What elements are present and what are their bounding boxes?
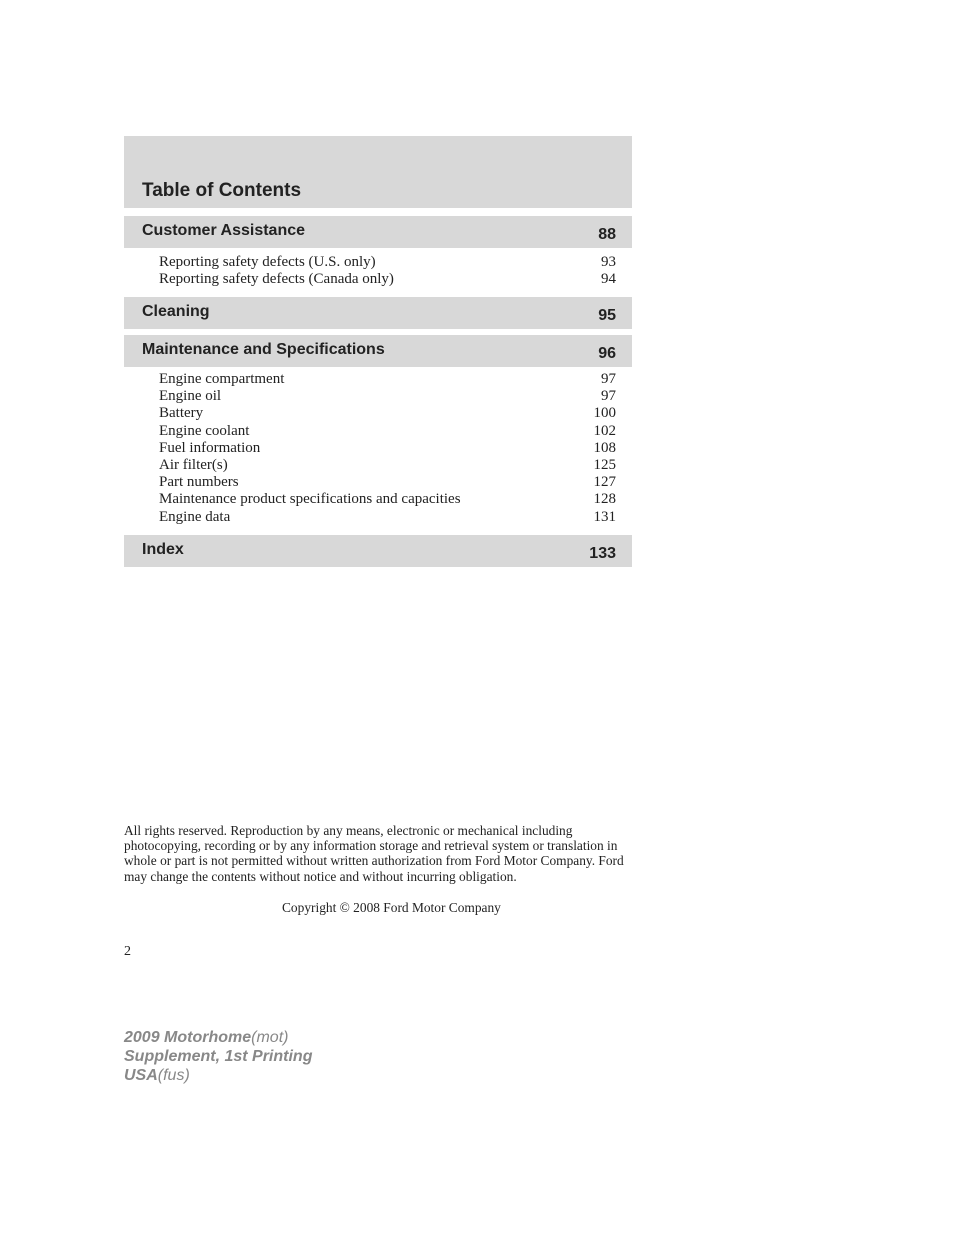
toc-entry[interactable] [159,440,616,457]
toc-entry[interactable] [159,509,616,526]
entry-label: Engine compartment [159,371,285,387]
entry-page-number: 93 [601,254,616,270]
toc-entry[interactable] [159,423,616,440]
section-page-number: 88 [598,226,616,243]
section-title: Maintenance and Specifications [142,341,385,358]
page-title: Table of Contents [142,180,302,201]
toc-entry[interactable] [159,271,616,288]
section-index[interactable] [124,535,632,567]
entry-page-number: 127 [593,474,616,491]
section-title: Cleaning [142,303,210,320]
footer-model-code: (mot) [251,1029,289,1046]
entry-label: Air filter(s) [159,456,228,473]
entry-page-number: 102 [593,422,616,439]
section-page-number: 133 [589,545,616,562]
entry-label: Maintenance product specifications and capacities [159,491,461,508]
entry-label: Engine oil [159,388,222,405]
entry-page-number: 97 [601,371,616,387]
toc-entry[interactable] [159,491,616,508]
footer-market: USA [124,1067,158,1084]
entry-page-number: 125 [593,456,616,473]
entry-page-number: 128 [593,491,616,508]
entry-page-number: 100 [593,405,616,422]
entry-page-number: 94 [601,271,616,288]
entry-page-number: 108 [593,439,616,456]
toc-entry[interactable] [159,371,616,388]
entry-label: Engine data [159,508,231,525]
toc-entry[interactable] [159,388,616,405]
entry-label: Battery [159,405,204,422]
section-customer-assistance[interactable] [124,216,632,248]
entry-label: Part numbers [159,474,239,491]
page-number: 2 [124,944,131,959]
copyright-line: Copyright © 2008 Ford Motor Company [282,900,501,915]
entry-label: Reporting safety defects (Canada only) [159,271,394,288]
section-title: Index [142,541,184,558]
footer-model: 2009 Motorhome [124,1029,252,1046]
section-page-number: 96 [598,345,616,362]
legal-notice: All rights reserved. Reproduction by any means, electronic or mechanical including photocopying, recording or by any information storage and retrieval system or translation in whole or part is not permitted without written authorization from Ford Motor Company. Ford may change the contents without notice and without incurring obligation. [124,823,624,884]
section-entries-maintenance-specifications [159,371,616,526]
section-maintenance-specifications[interactable] [124,335,632,367]
section-entries-customer-assistance [159,254,616,288]
section-cleaning[interactable] [124,297,632,329]
entry-label: Fuel information [159,439,261,456]
toc-entry[interactable] [159,405,616,422]
section-page-number: 95 [598,307,616,324]
toc-entry[interactable] [159,474,616,491]
entry-page-number: 131 [593,508,616,525]
entry-label: Reporting safety defects (U.S. only) [159,254,376,270]
section-title: Customer Assistance [142,222,306,239]
toc-entry[interactable] [159,457,616,474]
footer-market-code: (fus) [157,1067,190,1084]
toc-entry[interactable] [159,254,616,271]
footer-printing: Supplement, 1st Printing [124,1048,313,1065]
print-footer [124,1028,312,1085]
entry-label: Engine coolant [159,422,250,439]
entry-page-number: 97 [601,388,616,405]
